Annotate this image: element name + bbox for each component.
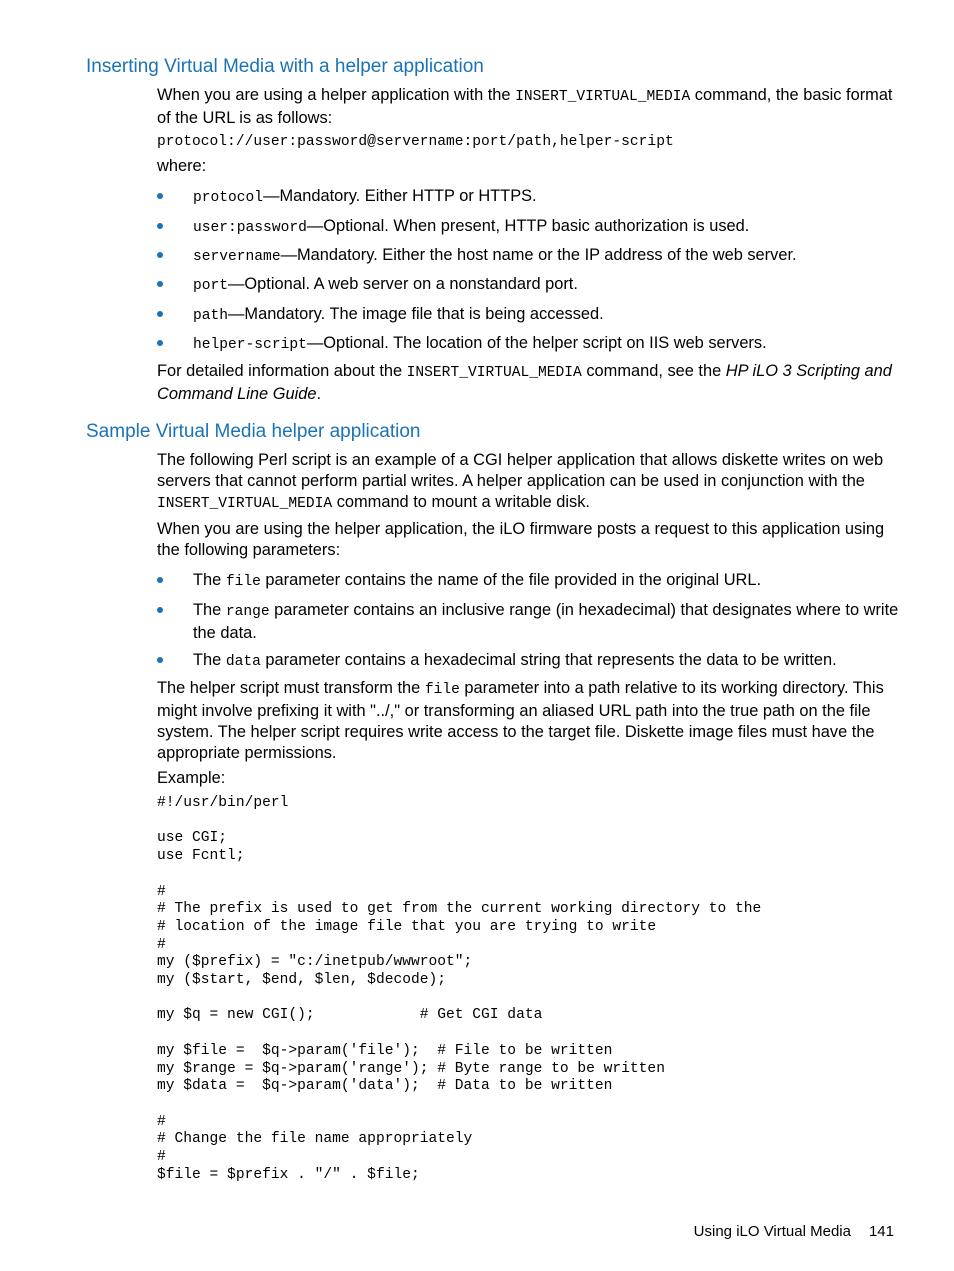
p1-text-start: The following Perl script is an example of a CGI helper application that allows diskette writes on web servers that cannot perform partial writes. A helper application can be used in conjunction with the [157, 451, 884, 490]
param-code: file [225, 574, 261, 590]
insert-virtual-media-code: INSERT_VIRTUAL_MEDIA [515, 89, 691, 105]
bullet-icon [157, 657, 163, 663]
p3-text-end: parameter into a path relative to its working directory. This might involve prefixing it with "../," or transforming an aliased URL path into the true path on the file system. The helper script requires write access to the target file. Diskette image files must have the appropriate permissions. [157, 679, 884, 762]
param-description: parameter contains an inclusive range (in hexadecimal) that designates where to write the data. [193, 601, 899, 642]
detail-text-start: For detailed information about the [157, 362, 407, 380]
param-code: path [193, 308, 229, 324]
p3-text-start: The helper script must transform the [157, 679, 425, 697]
section-heading-inserting-virtual-media: Inserting Virtual Media with a helper application [86, 56, 484, 77]
intro-text-start: When you are using a helper application with the [157, 86, 516, 104]
page-footer [694, 1222, 894, 1242]
param-description: —Mandatory. Either the host name or the IP address of the web server. [280, 246, 797, 264]
example-label: Example: [157, 769, 226, 787]
footer-chapter-title: Using iLO Virtual Media [693, 1223, 851, 1240]
insert-virtual-media-code: INSERT_VIRTUAL_MEDIA [157, 496, 333, 512]
perl-code-listing: #!/usr/bin/perl use CGI; use Fcntl; # # The prefix is used to get from the current working directory to the # location of the image file that you are trying to write # my ($prefix) = "c:/inetpub/wwwroot"; my ($start, $end, $len, $decode); my $q = new CGI(); # Get CGI data my $file = $q->param('file'); # File to be written my $range = $q->param('range'); # Byte range to be written my $data = $q->param('data'); # Data to be written # # Change the file name appropriately # $file = $prefix . "/" . $file; [157, 795, 762, 1183]
bullet-icon [157, 311, 163, 317]
bullet-icon [157, 193, 163, 199]
param-description: —Mandatory. The image file that is being accessed. [228, 305, 604, 323]
bullet-icon [157, 340, 163, 346]
bullet-icon [157, 252, 163, 258]
param-description: —Mandatory. Either HTTP or HTTPS. [263, 187, 537, 205]
param-code: user:password [193, 220, 307, 236]
param-description: parameter contains a hexadecimal string that represents the data to be written. [260, 651, 837, 669]
param-prefix: The [193, 571, 226, 589]
param-code: protocol [193, 190, 264, 206]
param-description: parameter contains the name of the file provided in the original URL. [260, 571, 762, 589]
bullet-icon [157, 577, 163, 583]
detail-paragraph [157, 361, 902, 405]
insert-virtual-media-code: INSERT_VIRTUAL_MEDIA [406, 365, 582, 381]
param-code: data [225, 654, 261, 670]
url-format-code: protocol://user:password@servername:port/path,helper-script [157, 134, 674, 150]
param-prefix: The [193, 651, 226, 669]
bullet-icon [157, 281, 163, 287]
param-description: —Optional. A web server on a nonstandard port. [228, 275, 578, 293]
intro-text-end: command, the basic format of the URL is as follows: [157, 86, 893, 127]
page-number: 141 [868, 1223, 894, 1240]
detail-text-end: . [316, 385, 322, 403]
param-code: range [225, 604, 270, 620]
transform-paragraph [157, 678, 902, 764]
bullet-icon [157, 607, 163, 613]
scripting-guide-title: HP iLO 3 Scripting and Command Line Guide [157, 362, 892, 403]
param-prefix: The [193, 601, 226, 619]
param-code: port [193, 278, 229, 294]
perl-script-intro-paragraph [157, 450, 902, 515]
p1-text-end: command to mount a writable disk. [332, 493, 590, 511]
detail-text-mid: command, see the [581, 362, 726, 380]
where-label: where: [157, 157, 207, 175]
file-param-code: file [424, 682, 460, 698]
bullet-icon [157, 223, 163, 229]
param-description: —Optional. When present, HTTP basic authorization is used. [306, 217, 750, 235]
param-description: —Optional. The location of the helper script on IIS web servers. [306, 334, 767, 352]
param-code: helper-script [193, 337, 307, 353]
firmware-request-paragraph: When you are using the helper application, the iLO firmware posts a request to this application using the following parameters: [157, 520, 885, 559]
param-code: servername [193, 249, 281, 265]
intro-paragraph [157, 85, 902, 129]
section-heading-sample-helper-application: Sample Virtual Media helper application [86, 421, 421, 442]
